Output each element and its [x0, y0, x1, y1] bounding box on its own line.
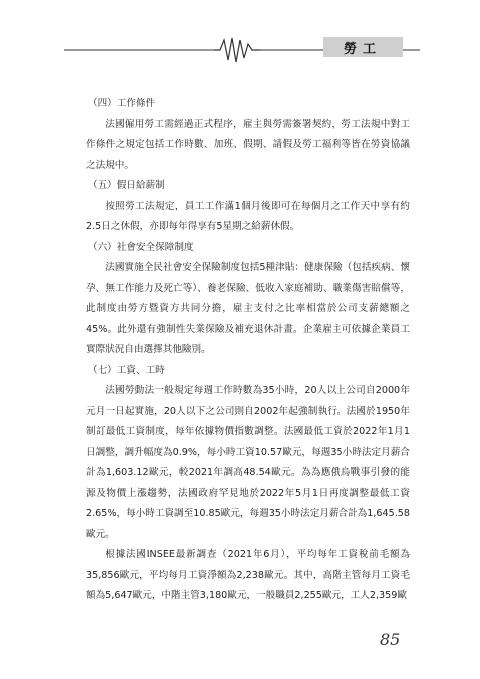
document-body: [80, 94, 410, 607]
section-heading: （六）社會安全保障制度: [88, 241, 194, 253]
paragraph: 法國實施全民社會安全保險制度包括5種津貼：健康保險（包括疾病、懷孕、無工作能力及死亡等）、養老保險、低收入家庭補助、職業傷害賠償等，此制度由勞方暨資方共同分擔，雇主支付之比率相當於公司支薪總額之45%。此外還有強制性失業保險及補充退休計畫。企業雇主可依據企業員工實際狀況自由選擇其他險別。: [86, 262, 410, 355]
paragraph: 根據法國INSEE最新調查（2021年6月），平均每年工資稅前毛額為35,856歐元，平均每月工資淨額為2,238歐元。其中，高階主管每月工資毛額為5,647歐元，中階主管3,180歐元，一般職員2,255歐元，工人2,359歐: [86, 549, 410, 601]
section-heading: （七）工資、工時: [88, 364, 165, 376]
section-heading: （五）假日給薪制: [88, 180, 165, 191]
paragraph: 法國僱用勞工需經過正式程序，雇主與勞需簽署契約，勞工法規中對工作條件之規定包括工作時數、加班、假期、請假及勞工福利等皆在勞資協議之法規中。: [86, 118, 410, 171]
paragraph: 法國勞動法一般規定每週工作時數為35小時，20人以上公司自2000年元月一日起實施，20人以下之公司則自2002年起強制執行。法國於1950年制訂最低工資制度，每年依據物價指數調整。法國最低工資於2022年1月1日調整，調升幅度為0.9%，每小時工資10.57歐元，每週35小時法定月薪合計為1,603.12歐元，較2021年調高48.54歐元。為為應俄烏戰事引發的能源及物價上漲趨勢，法國政府罕見地於2022年5月1日再度調整最低工資2.65%，每小時工資調至10.85歐元，每週35小時法定月薪合計為1,645.58歐元。: [86, 385, 410, 540]
page-header: [0, 0, 480, 80]
heartbeat-line-icon: [0, 0, 480, 80]
chapter-tag: 勞工: [323, 37, 403, 57]
page-number: 85: [380, 630, 401, 649]
section-heading: （四）工作條件: [88, 98, 156, 109]
paragraph: 按照勞工法規定，員工工作滿1個月後即可在每個月之工作天中享有約2.5日之休假，亦即每年得享有5星期之給薪休假。: [86, 200, 410, 232]
